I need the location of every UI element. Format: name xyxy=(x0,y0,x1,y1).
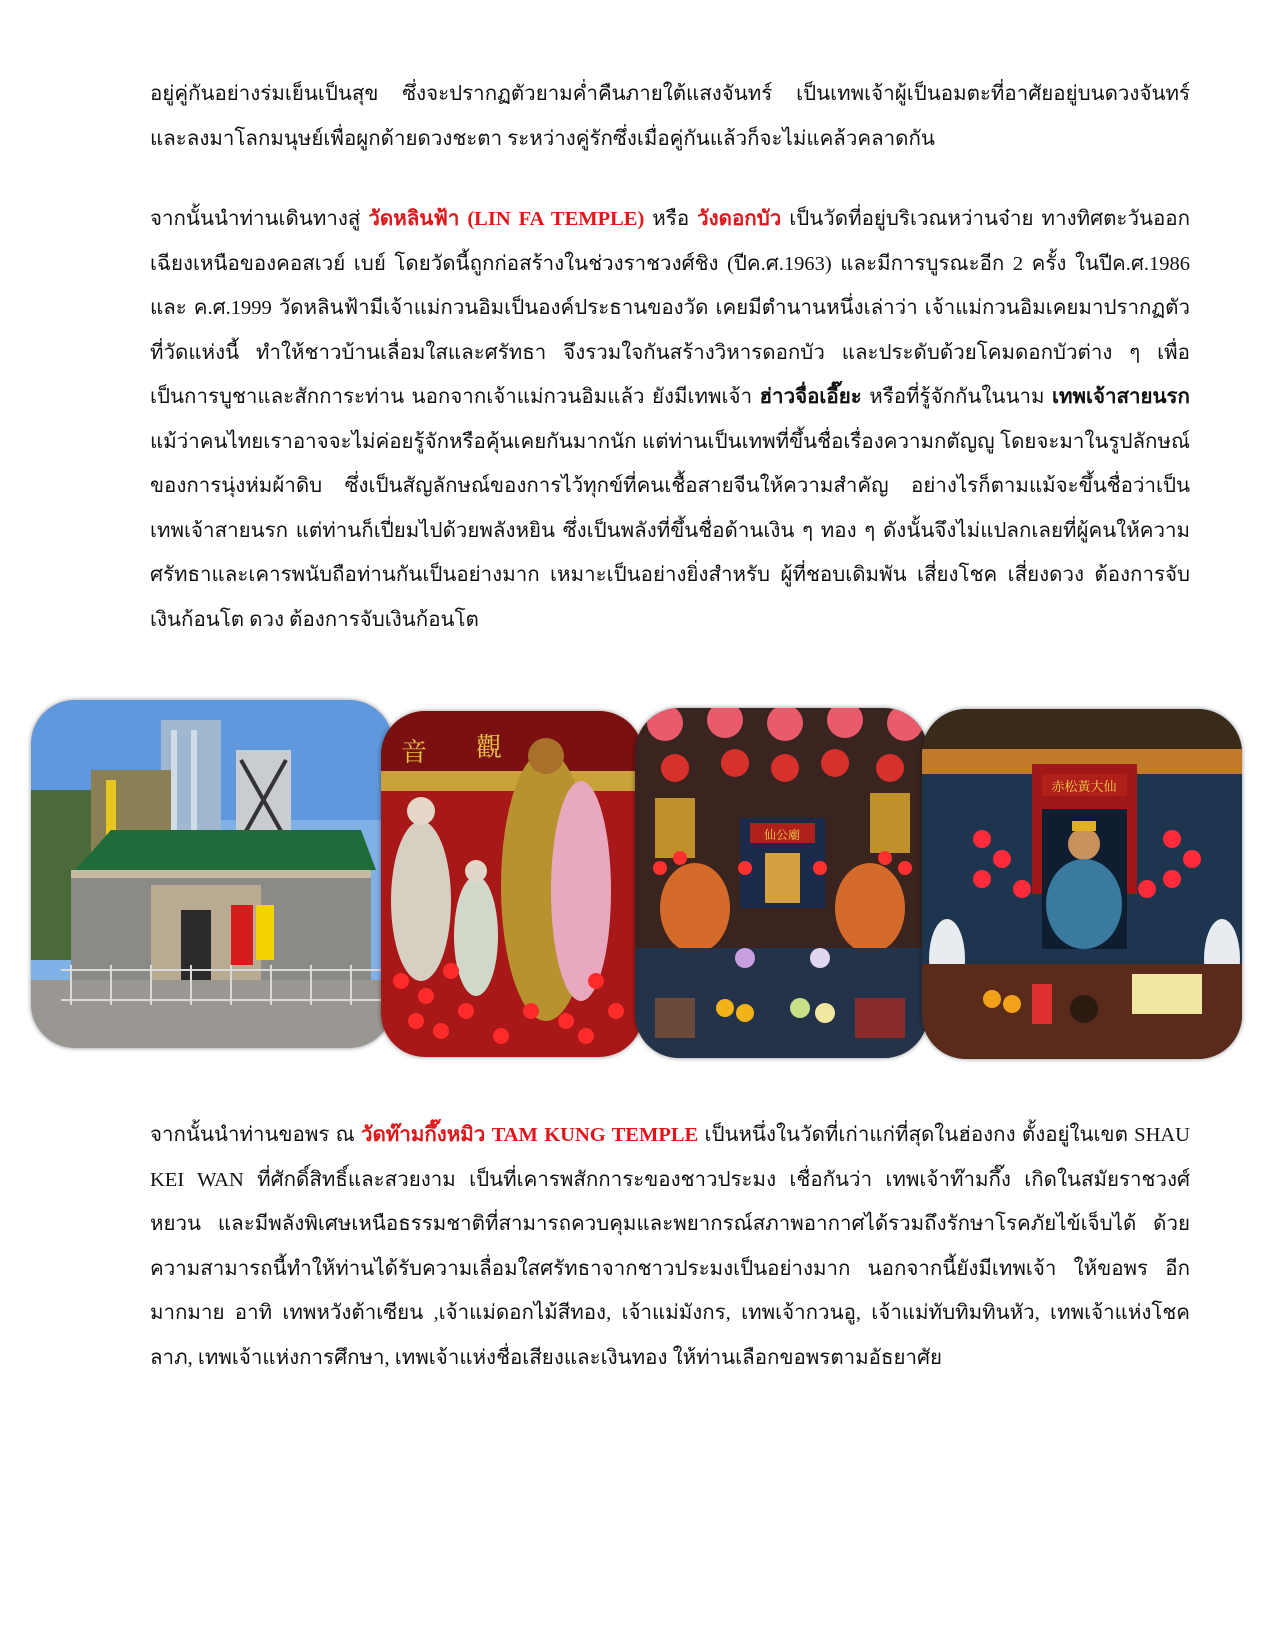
tam-kung-body: เป็นหนึ่งในวัดที่เก่าแก่ที่สุดในฮ่องกง ตั้งอยู่ในเขต SHAU KEI WAN ที่ศักดิ์สิทธิ์และสวยงาม เป็นที่เคารพสักการะของชาวประมง เชื่อกันว่า เทพเจ้าท๊ามกึ๊ง เกิดในสมัยราชวงศ์หยวน และมีพลังพิเศษเหนือธรรมชาติที่สามารถควบคุมและพยากรณ์สภาพอากาศได้รวมถึงรักษาโรคภัยไข้เจ็บได้ ด้วยความสามารถนี้ทำให้ท่านได้รับความเลื่อมใสศรัทธาจากชาวประมงเป็นอย่างมาก นอกจากนี้ยังมีเทพเจ้า ให้ขอพร อีกมากมาย อาทิ เทพหวังต้าเซียน ,เจ้าแม่ดอกไม้สีทอง, เจ้าแม่มังกร, เทพเจ้ากวนอู, เจ้าแม่ทับทิมทินหัว, เทพเจ้าแห่งโชคลาภ, เทพเจ้าแห่งการศึกษา, เทพเจ้าแห่งชื่อเสียงและเงินทอง ให้ท่านเลือกขอพรตามอัธยาศัย xyxy=(150,1124,1190,1369)
photo-wong-tai-sin-shrine xyxy=(922,709,1242,1059)
lin-fa-body-3: แม้ว่าคนไทยเราอาจจะไม่ค่อยรู้จักหรือคุ้นเคยกันมากนัก แต่ท่านเป็นเทพที่ขึ้นชื่อเรื่องความกตัญญู โดยจะมาในรูปลักษณ์ของการนุ่งห่มผ้าดิบ ซึ่งเป็นสัญลักษณ์ของการไว้ทุกข์ที่คนเชื้อสายจีนให้ความสำคัญ อย่างไรก็ตามแม้จะขึ้นชื่อว่าเป็นเทพเจ้าสายนรก แต่ท่านก็เปี่ยมไปด้วยพลังหยิน ซึ่งเป็นพลังที่ขึ้นชื่อด้านเงิน ๆ ทอง ๆ ดังนั้นจึงไม่แปลกเลยที่ผู้คนให้ความศรัทธาและเคารพนับถือท่านกันเป็นอย่างมาก เหมาะเป็นอย่างยิ่งสำหรับ ผู้ที่ชอบเดิมพัน เสี่ยงโชค เสี่ยงดวง ต้องการจับเงินก้อนโต ดวง ต้องการจับเงินก้อนโต xyxy=(150,430,1190,631)
tam-kung-intro: จากนั้นนำท่านขอพร ณ xyxy=(150,1124,361,1146)
tam-kung-temple-name: วัดท๊ามกึ๊งหมิว TAM KUNG TEMPLE xyxy=(360,1124,699,1146)
deity-name-2: เทพเจ้าสายนรก xyxy=(1051,386,1190,408)
paragraph-lin-fa-temple xyxy=(150,197,1190,642)
photo3-plaque: 仙公廟 xyxy=(763,828,801,842)
lin-fa-temple-name: วัดหลินฟ้า (LIN FA TEMPLE) xyxy=(368,208,645,230)
photo2-sign-mid: 觀 xyxy=(476,733,503,763)
lin-fa-intro: จากนั้นนำท่านเดินทางสู่ xyxy=(150,208,369,230)
lin-fa-alt-name: วังดอกบัว xyxy=(697,208,782,230)
deity-name-1: ฮ่าวจื่อเอี๊ยะ xyxy=(759,386,862,408)
lin-fa-or: หรือ xyxy=(644,208,698,230)
photo-lotus-lantern-altar xyxy=(635,708,928,1058)
lin-fa-body-1: เป็นวัดที่อยู่บริเวณหว่านจ๋าย ทางทิศตะวันออกเฉียงเหนือของคอสเวย์ เบย์ โดยวัดนี้ถูกก่อสร้างในช่วงราชวงศ์ชิง (ปีค.ศ.1963) และมีการบูรณะอีก 2 ครั้ง ในปีค.ศ.1986 และ ค.ศ.1999 วัดหลินฟ้ามีเจ้าแม่กวนอิมเป็นองค์ประธานของวัด เคยมีตำนานหนึ่งเล่าว่า เจ้าแม่กวนอิมเคยมาปรากฏตัวที่วัดแห่งนี้ ทำให้ชาวบ้านเลื่อมใสและศรัทธา จึงรวมใจกันสร้างวิหารดอกบัว และประดับด้วยโคมดอกบัวต่าง ๆ เพื่อเป็นการบูชาและสักการะท่าน นอกจากเจ้าแม่กวนอิมแล้ว ยังมีเทพเจ้า xyxy=(150,208,1191,408)
photo-guanyin-altar xyxy=(381,711,643,1057)
photo4-plaque: 赤松黃大仙 xyxy=(1051,780,1117,795)
photo-temple-exterior xyxy=(31,700,393,1048)
photo2-sign-left: 音 xyxy=(401,738,428,768)
paragraph-intro-text: อยู่คู่กันอย่างร่มเย็นเป็นสุข ซึ่งจะปรากฏตัวยามค่ำคืนภายใต้แสงจันทร์ เป็นเทพเจ้าผู้เป็นอมตะที่อาศัยอยู่บนดวงจันทร์ และลงมาโลกมนุษย์เพื่อผูกด้ายดวงชะตา ระหว่างคู่รักซึ่งเมื่อคู่กันแล้วก็จะไม่แคล้วคลาดกัน xyxy=(150,83,1190,150)
paragraph-intro xyxy=(150,72,1190,161)
lin-fa-body-2: หรือที่รู้จักกันในนาม xyxy=(861,386,1052,408)
paragraph-tam-kung-temple xyxy=(150,1113,1190,1380)
